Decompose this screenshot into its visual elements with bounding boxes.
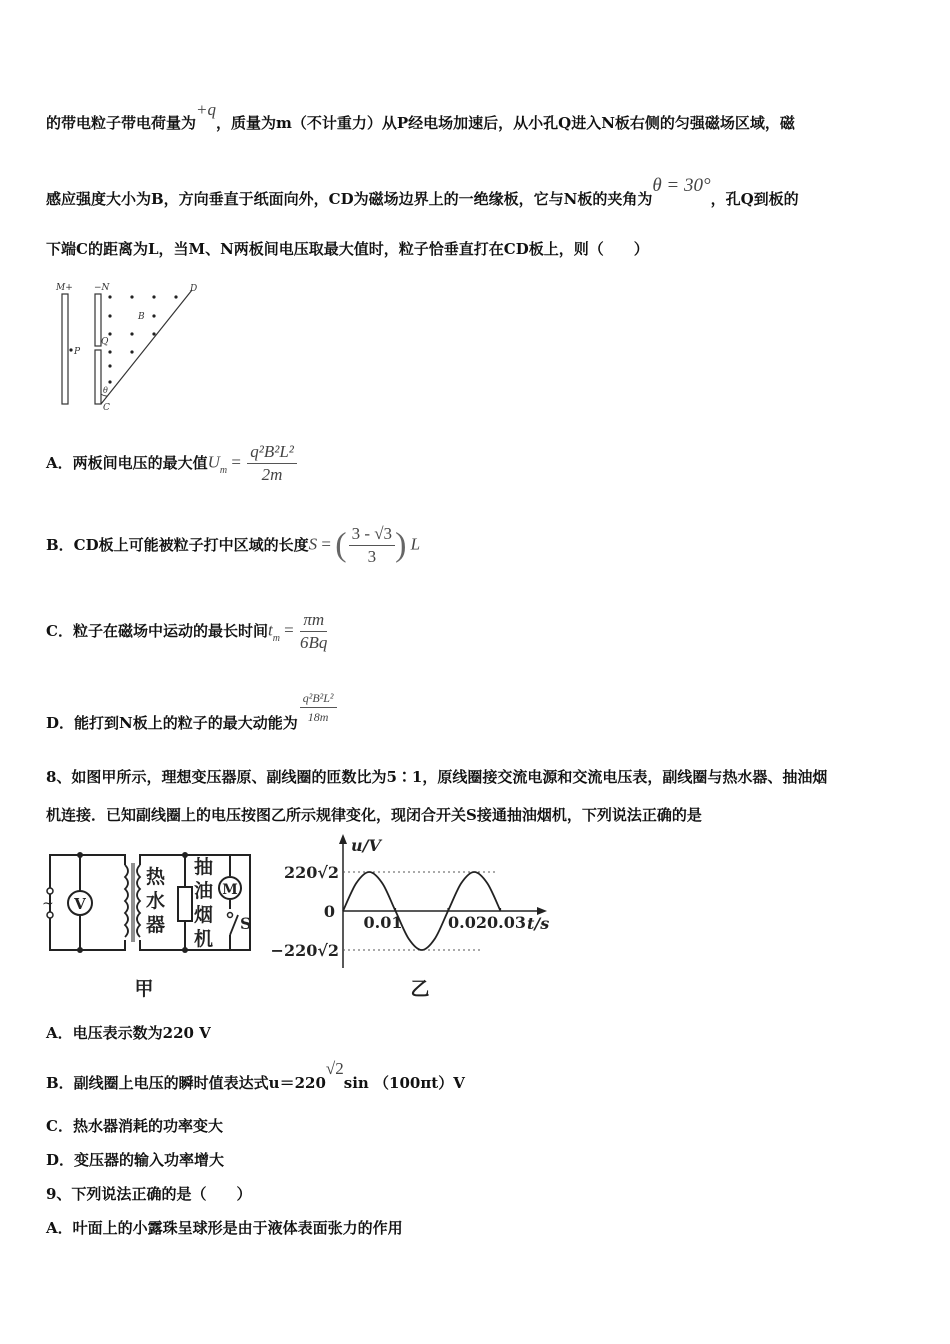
label-p: P [74, 347, 81, 357]
q7-option-b-text: B．CD板上可能被粒子打中区域的长度 [46, 536, 309, 554]
q7-option-a [46, 438, 297, 488]
q7-option-c-text: C．粒子在磁场中运动的最长时间 [46, 622, 268, 640]
m-plate [62, 294, 68, 404]
hood-char-1: 抽 [194, 856, 214, 878]
q7-option-d [46, 688, 337, 732]
y-tick-zero: 0 [323, 902, 335, 921]
q7-field-figure [48, 280, 208, 415]
q8-option-a: A．电压表示数为220 V [46, 1024, 211, 1042]
q7-line-3: 下端C的距离为L，当M、N两板间电压取最大值时，粒子恰垂直打在CD板上，则（ ） [46, 240, 649, 258]
x-tick-0-02-0-03: 0.020.03 [448, 913, 526, 932]
formula-c-lhs: t [267, 619, 273, 639]
q7-line-2 [46, 175, 799, 209]
q8-option-b-post: sin （100πt）V [343, 1074, 465, 1092]
q8-option-c: C．热水器消耗的功率变大 [46, 1117, 223, 1135]
angle-expression: θ = 30° [652, 175, 711, 196]
heater-char-2: 水 [146, 890, 166, 912]
point-p [69, 348, 72, 351]
label-d: D [190, 284, 198, 294]
formula-b-lhs: S [308, 533, 318, 553]
switch-label: S [240, 914, 252, 933]
formula-a-numerator: q²B²L² [247, 441, 297, 464]
q9-option-a: A．叶面上的小露珠呈球形是由于液体表面张力的作用 [46, 1219, 403, 1237]
circuit-caption: 甲 [134, 978, 154, 1000]
q8-option-b [46, 1059, 465, 1092]
cd-board [101, 290, 192, 404]
q7-line-2-post: ，孔Q到板的 [710, 190, 799, 208]
label-m: M+ [56, 283, 73, 293]
label-n: −N [94, 283, 110, 293]
heater-char-1: 热 [146, 866, 166, 888]
y-axis-arrow [339, 834, 347, 844]
q7-line-1 [46, 100, 795, 133]
label-theta: θ [103, 386, 108, 395]
formula-b-numerator: 3 - √3 [349, 523, 396, 546]
hood-char-3: 烟 [194, 904, 214, 926]
q7-option-b-formula: S = ( $\frac{3 - √3}{3}$ ) L [308, 523, 421, 566]
formula-a-denominator: 2m [261, 464, 283, 484]
n-plate-lower [95, 350, 101, 404]
x-axis-label: t/s [527, 914, 550, 933]
y-axis-label: u/V [351, 836, 381, 855]
heater-resistor [178, 887, 192, 921]
y-tick-positive: 220√2 [283, 863, 339, 882]
field-dots [108, 295, 177, 383]
formula-d-numerator: q²B²L² [300, 689, 337, 708]
y-tick-negative: −220√2 [270, 941, 339, 960]
charge-expression: +q [196, 100, 216, 119]
motor-label: M [222, 882, 238, 898]
formula-c-lhs-sub: m [272, 632, 280, 644]
q7-option-c [46, 606, 327, 656]
q7-option-d-formula [298, 689, 337, 726]
q7-option-c-formula: $t_m$ = $\frac{\pi m}{6Bq}$ [267, 609, 328, 652]
ac-source-icon: ~ [42, 896, 54, 912]
x-tick-0-01: 0.01 [363, 913, 403, 932]
chart-caption: 乙 [410, 978, 430, 1000]
q8-option-b-pre: B．副线圈上电压的瞬时值表达式u＝220 [46, 1074, 326, 1092]
hood-char-2: 油 [194, 880, 214, 902]
q7-line-2-pre: 感应强度大小为B，方向垂直于纸面向外，CD为磁场边界上的一绝缘板，它与N板的夹角为 [46, 190, 653, 208]
q7-line-1-pre: 的带电粒子带电荷量为 [46, 114, 197, 132]
q8-option-d: D．变压器的输入功率增大 [46, 1151, 225, 1169]
formula-d-denominator: 18m [307, 710, 329, 724]
q7-option-d-text: D．能打到N板上的粒子的最大动能为 [46, 714, 298, 732]
formula-c-numerator: πm [300, 609, 327, 632]
formula-b-denominator: 3 [367, 546, 377, 566]
formula-b-tail: L [410, 533, 421, 553]
q8-line-1: 8、如图甲所示，理想变压器原、副线圈的匝数比为5∶1，原线圈接交流电源和交流电压表，副线圈与热水器、抽油烟 [46, 768, 828, 786]
q7-line-1-post: ，质量为m（不计重力）从P经电场加速后，从小孔Q进入N板右侧的匀强磁场区域，磁 [216, 114, 795, 132]
label-b: B [138, 312, 145, 322]
label-q: Q [101, 337, 109, 347]
formula-a-lhs: U [207, 451, 220, 471]
voltmeter-label: V [74, 895, 86, 913]
voltage-waveform-chart [265, 832, 555, 1007]
transformer-circuit [40, 845, 265, 1005]
q7-option-a-formula: $U_m$ = $\frac{\text{q²B²L²}}{2m}$ [208, 441, 297, 486]
heater-char-3: 器 [146, 914, 166, 936]
hood-char-4: 机 [194, 928, 214, 950]
q7-option-a-text: A．两板间电压的最大值 [46, 454, 208, 472]
formula-c-denominator: 6Bq [300, 632, 328, 652]
formula-a-lhs-sub: m [219, 464, 228, 476]
q9-line-1: 9、下列说法正确的是（ ） [46, 1185, 252, 1203]
q8-line-2: 机连接．已知副线圈上的电压按图乙所示规律变化，现闭合开关S接通抽油烟机，下列说法正确的是 [46, 806, 702, 824]
q8-option-b-sqrt: √2 [325, 1059, 344, 1078]
q7-option-b [46, 520, 420, 570]
label-c: C [103, 403, 110, 413]
